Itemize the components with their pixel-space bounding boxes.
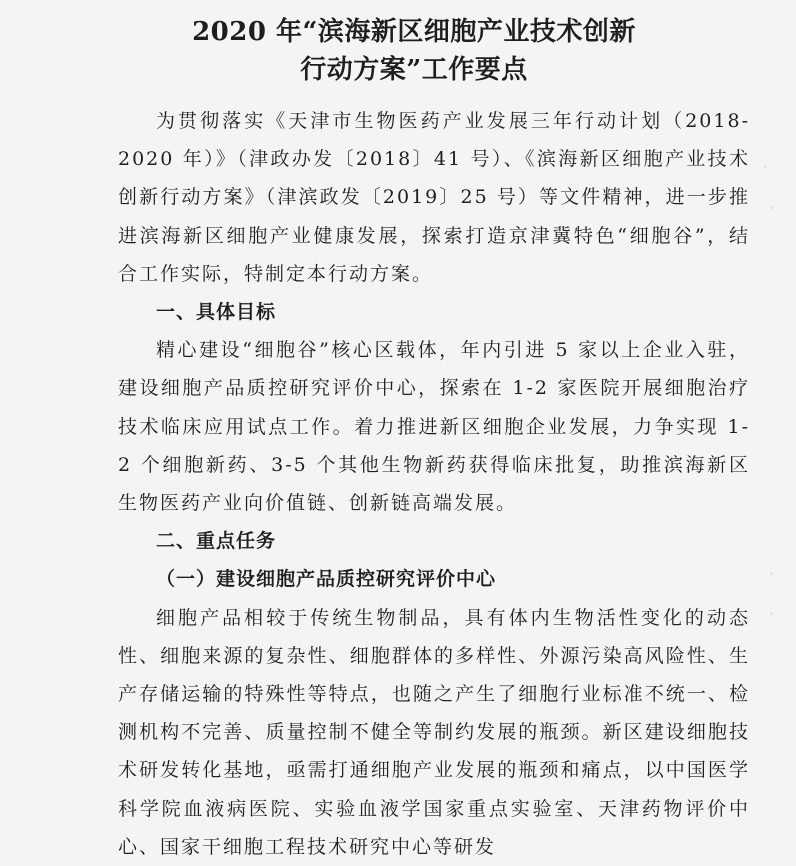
scan-mark: ' [771,206,774,216]
scan-mark: ' [770,572,773,582]
qc-center-paragraph: 细胞产品相较于传统生物制品，具有体内生物活性变化的动态性、细胞来源的复杂性、细胞群体的多样性、外源污染高风险性、生产存储运输的特殊性等特点，也随之产生了细胞行业标准不统一、检测机构不完善、质量控制不健全等制约发展的瓶颈。新区建设细胞技术研发转化基地，亟需打通细胞产业发展的瓶颈和痛点，以中国医学科学院血液病医院、实验血液学国家重点实验室、天津药物评价中心、国家干细胞工程技术研究中心等研发 [118,606,750,858]
title-line-1: 2020 年“滨海新区细胞产业技术创新 [192,17,636,47]
document-title [118,14,710,88]
scan-mark: ' [770,612,773,622]
intro-paragraph: 为贯彻落实《天津市生物医药产业发展三年行动计划（2018-2020 年）》（津政办发〔2018〕41 号）、《滨海新区细胞产业技术创新行动方案》（津滨政发〔2019〕25 号）等文件精神，进一步推进滨海新区细胞产业健康发展，探索打造京津冀特色“细胞谷”，结合工作实际，特制定本行动方案。 [118,110,750,285]
goals-paragraph: 精心建设“细胞谷”核心区载体，年内引进 5 家以上企业入驻，建设细胞产品质控研究评价中心，探索在 1-2 家医院开展细胞治疗技术临床应用试点工作。着力推进新区细胞企业发展，力争实现 1-2 个细胞新药、3-5 个其他生物新药获得临床批复，助推滨海新区生物医药产业向价值链、创新链高端发展。 [118,339,750,515]
document-body [118,102,750,866]
title-line-2: 行动方案”工作要点 [300,55,528,85]
section-heading-tasks: 二、重点任务 [156,530,277,553]
section-heading-goals: 一、具体目标 [156,301,277,324]
scan-mark: ' [764,165,767,175]
subsection-heading-qc-center: （一）建设细胞产品质控研究评价中心 [156,568,497,591]
